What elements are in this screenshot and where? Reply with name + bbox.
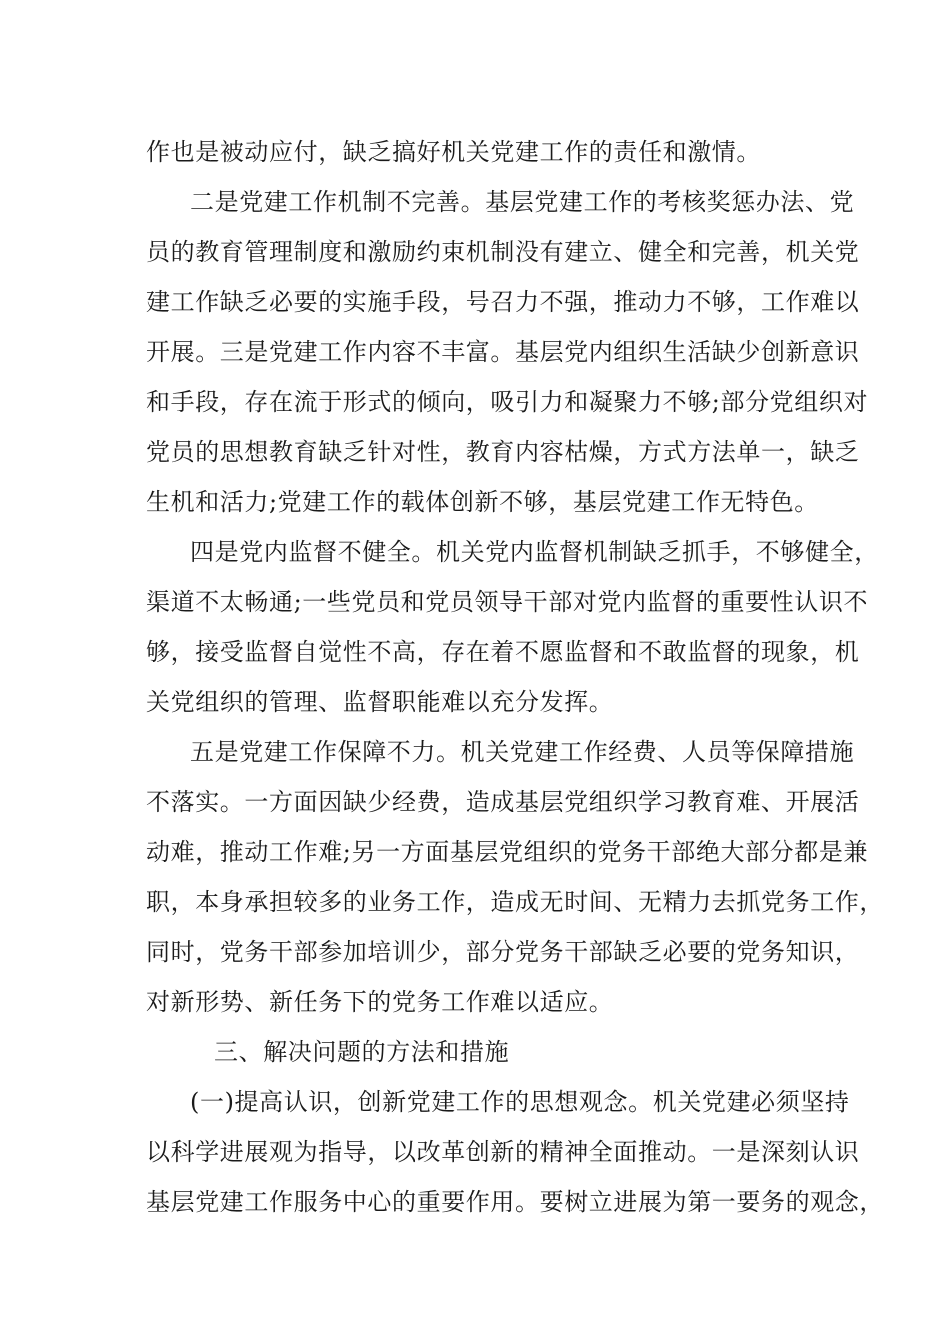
text-line: 建工作缺乏必要的实施手段，号召力不强，推动力不够，工作难以 — [146, 288, 860, 316]
text-line: 职，本身承担较多的业务工作，造成无时间、无精力去抓党务工作， — [146, 888, 884, 916]
paragraph-start-line: 五是党建工作保障不力。机关党建工作经费、人员等保障措施 — [190, 738, 855, 766]
paragraph-start-line: (一)提高认识，创新党建工作的思想观念。机关党建必须坚持 — [190, 1088, 850, 1116]
text-line: 动难，推动工作难;另一方面基层党组织的党务干部绝大部分都是兼 — [146, 838, 869, 866]
text-line: 基层党建工作服务中心的重要作用。要树立进展为第一要务的观念， — [146, 1188, 884, 1216]
text-line: 生机和活力;党建工作的载体创新不够，基层党建工作无特色。 — [146, 488, 819, 516]
text-line: 渠道不太畅通;一些党员和党员领导干部对党内监督的重要性认识不 — [146, 588, 869, 616]
text-line: 作也是被动应付，缺乏搞好机关党建工作的责任和激情。 — [146, 138, 761, 166]
text-line: 不落实。一方面因缺少经费，造成基层党组织学习教育难、开展活 — [146, 788, 860, 816]
text-line: 同时，党务干部参加培训少，部分党务干部缺乏必要的党务知识， — [146, 938, 860, 966]
text-line: 关党组织的管理、监督职能难以充分发挥。 — [146, 688, 614, 716]
text-line: 以科学进展观为指导，以改革创新的精神全面推动。一是深刻认识 — [146, 1138, 860, 1166]
text-line: 开展。三是党建工作内容不丰富。基层党内组织生活缺少创新意识 — [146, 338, 860, 366]
paragraph-start-line: 二是党建工作机制不完善。基层党建工作的考核奖惩办法、党 — [190, 188, 855, 216]
text-line: 对新形势、新任务下的党务工作难以适应。 — [146, 988, 614, 1016]
text-line: 员的教育管理制度和激励约束机制没有建立、健全和完善，机关党 — [146, 238, 860, 266]
section-heading: 三、解决问题的方法和措施 — [214, 1038, 510, 1066]
text-line: 党员的思想教育缺乏针对性，教育内容枯燥，方式方法单一，缺乏 — [146, 438, 860, 466]
text-line: 和手段，存在流于形式的倾向，吸引力和凝聚力不够;部分党组织对 — [146, 388, 869, 416]
text-line: 够，接受监督自觉性不高，存在着不愿监督和不敢监督的现象，机 — [146, 638, 860, 666]
paragraph-start-line: 四是党内监督不健全。机关党内监督机制缺乏抓手，不够健全， — [190, 538, 879, 566]
